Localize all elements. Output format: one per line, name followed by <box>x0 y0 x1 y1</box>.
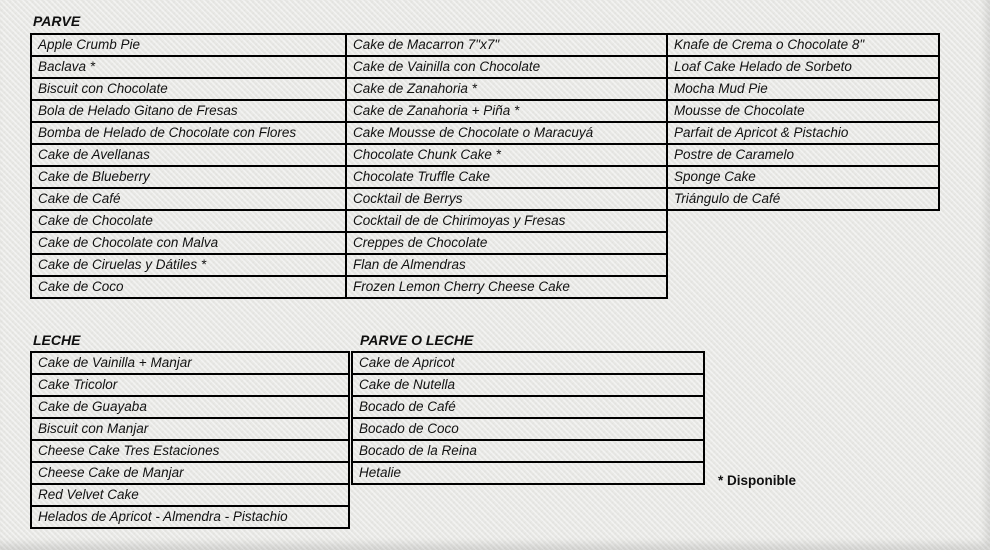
menu-item-cell: Cake de Vainilla con Chocolate <box>345 55 668 79</box>
menu-item-cell: Cake de Avellanas <box>30 143 347 167</box>
menu-item-cell: Biscuit con Chocolate <box>30 77 347 101</box>
menu-item-cell: Cake Tricolor <box>30 373 350 397</box>
menu-item-cell: Apple Crumb Pie <box>30 33 347 57</box>
menu-item-cell: Triángulo de Café <box>666 187 940 211</box>
menu-item-cell: Creppes de Chocolate <box>345 231 668 255</box>
menu-item-cell: Cake de Café <box>30 187 347 211</box>
menu-item-cell: Sponge Cake <box>666 165 940 189</box>
menu-item-cell: Loaf Cake Helado de Sorbeto <box>666 55 940 79</box>
menu-item-cell: Cheese Cake Tres Estaciones <box>30 439 350 463</box>
menu-item-cell: Cake de Chocolate con Malva <box>30 231 347 255</box>
menu-item-cell: Baclava * <box>30 55 347 79</box>
menu-item-cell: Cake de Blueberry <box>30 165 347 189</box>
menu-item-cell: Cake de Zanahoria * <box>345 77 668 101</box>
menu-item-cell: Cake de Macarron 7"x7" <box>345 33 668 57</box>
menu-item-cell: Knafe de Crema o Chocolate 8" <box>666 33 940 57</box>
parve-table-column-3 <box>666 33 940 211</box>
menu-item-cell: Cocktail de de Chirimoyas y Fresas <box>345 209 668 233</box>
menu-item-cell: Cocktail de Berrys <box>345 187 668 211</box>
menu-item-cell: Postre de Caramelo <box>666 143 940 167</box>
menu-item-cell: Parfait de Apricot & Pistachio <box>666 121 940 145</box>
menu-item-cell: Mousse de Chocolate <box>666 99 940 123</box>
menu-item-cell: Bocado de Coco <box>351 417 705 441</box>
menu-item-cell: Bomba de Helado de Chocolate con Flores <box>30 121 347 145</box>
menu-item-cell: Helados de Apricot - Almendra - Pistachio <box>30 505 350 529</box>
menu-item-cell: Bocado de Café <box>351 395 705 419</box>
menu-item-cell: Chocolate Chunk Cake * <box>345 143 668 167</box>
menu-item-cell: Cake de Coco <box>30 275 347 299</box>
menu-item-cell: Cake de Nutella <box>351 373 705 397</box>
menu-item-cell: Hetalie <box>351 461 705 485</box>
menu-item-cell: Cake de Zanahoria + Piña * <box>345 99 668 123</box>
parve-o-leche-table-column-1 <box>351 351 705 485</box>
menu-item-cell: Biscuit con Manjar <box>30 417 350 441</box>
disponible-footnote: * Disponible <box>718 473 797 488</box>
parve-section-title: PARVE <box>33 13 81 29</box>
parve-o-leche-section-title: PARVE O LECHE <box>360 332 474 348</box>
menu-item-cell: Cake Mousse de Chocolate o Maracuyá <box>345 121 668 145</box>
menu-item-cell: Chocolate Truffle Cake <box>345 165 668 189</box>
menu-item-cell: Cake de Ciruelas y Dátiles * <box>30 253 347 277</box>
menu-item-cell: Cake de Chocolate <box>30 209 347 233</box>
menu-item-cell: Bocado de la Reina <box>351 439 705 463</box>
menu-item-cell: Flan de Almendras <box>345 253 668 277</box>
parve-table-column-1 <box>30 33 347 299</box>
menu-item-cell: Mocha Mud Pie <box>666 77 940 101</box>
parve-table-column-2 <box>345 33 668 299</box>
menu-item-cell: Cake de Vainilla + Manjar <box>30 351 350 375</box>
leche-table-column-1 <box>30 351 350 529</box>
leche-section-title: LECHE <box>33 332 81 348</box>
menu-item-cell: Cheese Cake de Manjar <box>30 461 350 485</box>
menu-item-cell: Bola de Helado Gitano de Fresas <box>30 99 347 123</box>
menu-item-cell: Frozen Lemon Cherry Cheese Cake <box>345 275 668 299</box>
menu-item-cell: Cake de Guayaba <box>30 395 350 419</box>
menu-item-cell: Cake de Apricot <box>351 351 705 375</box>
menu-item-cell: Red Velvet Cake <box>30 483 350 507</box>
